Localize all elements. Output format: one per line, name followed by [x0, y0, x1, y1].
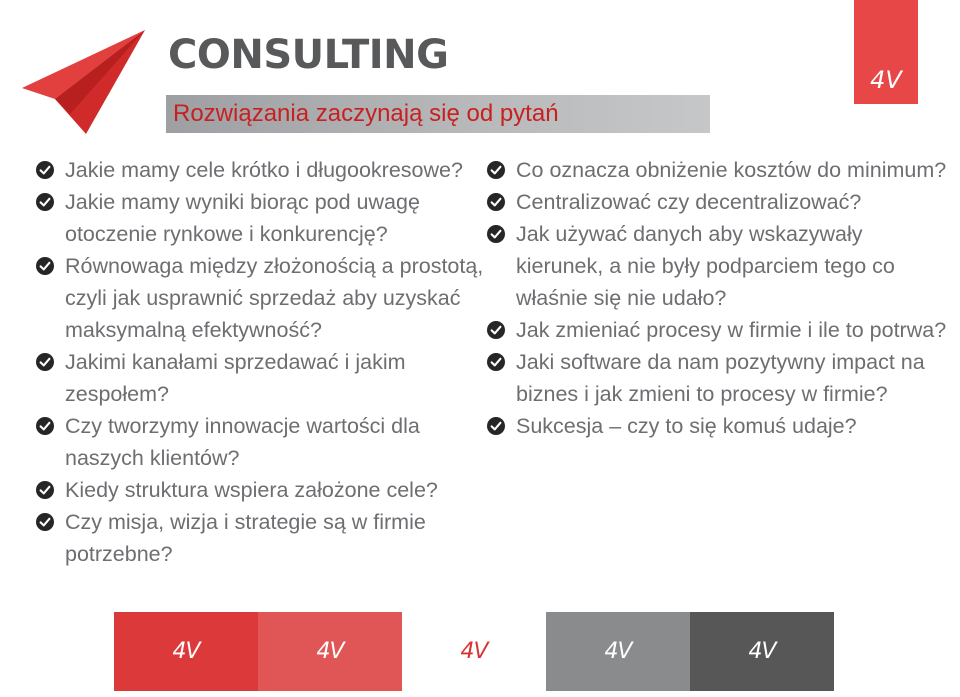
- list-item: [36, 154, 486, 186]
- check-circle-icon: [487, 321, 505, 339]
- footer-tile-logo: 4V: [460, 638, 488, 664]
- list-item: [487, 218, 952, 314]
- list-item: [36, 250, 486, 346]
- check-circle-icon: [36, 513, 54, 531]
- footer-brand-strip: [114, 612, 834, 691]
- check-circle-icon: [36, 481, 54, 499]
- question-text: Centralizować czy decentralizować?: [516, 190, 862, 214]
- brand-logo: [854, 0, 918, 104]
- list-item: [487, 346, 952, 410]
- list-item: [487, 154, 952, 186]
- check-circle-icon: [487, 353, 505, 371]
- list-item: [36, 506, 486, 570]
- questions-right-list: [487, 154, 952, 442]
- question-text: Jak używać danych aby wskazywały kierunek, a nie były podparciem tego co właśnie się nie udało?: [516, 222, 895, 310]
- footer-tile-logo: 4V: [172, 638, 200, 664]
- footer-tile: [546, 612, 690, 691]
- question-text: Jakie mamy cele krótko i długookresowe?: [65, 158, 463, 182]
- question-text: Kiedy struktura wspiera założone cele?: [65, 478, 438, 502]
- check-circle-icon: [36, 161, 54, 179]
- question-text: Czy tworzymy innowacje wartości dla naszych klientów?: [65, 414, 420, 470]
- list-item: [36, 410, 486, 474]
- footer-tile: [258, 612, 402, 691]
- question-text: Równowaga między złożonością a prostotą, czyli jak usprawnić sprzedaż aby uzyskać maksymalną efektywność?: [65, 254, 484, 342]
- brand-logo-text: 4V: [870, 66, 902, 94]
- question-text: Jakie mamy wyniki biorąc pod uwagę otoczenie rynkowe i konkurencję?: [65, 190, 420, 246]
- question-text: Sukcesja – czy to się komuś udaje?: [516, 414, 857, 438]
- check-circle-icon: [487, 225, 505, 243]
- footer-tile-logo: 4V: [748, 638, 776, 664]
- check-circle-icon: [487, 161, 505, 179]
- footer-tile-logo: 4V: [316, 638, 344, 664]
- check-circle-icon: [487, 193, 505, 211]
- check-circle-icon: [36, 353, 54, 371]
- check-circle-icon: [36, 193, 54, 211]
- list-item: [36, 346, 486, 410]
- footer-tile: [690, 612, 834, 691]
- questions-left-list: [36, 154, 486, 570]
- list-item: [36, 186, 486, 250]
- question-text: Co oznacza obniżenie kosztów do minimum?: [516, 158, 947, 182]
- page-title: CONSULTING: [168, 32, 449, 78]
- list-item: [487, 314, 952, 346]
- check-circle-icon: [36, 257, 54, 275]
- list-item: [36, 474, 486, 506]
- question-text: Jaki software da nam pozytywny impact na biznes i jak zmieni to procesy w firmie?: [516, 350, 925, 406]
- subtitle-band: [166, 95, 710, 133]
- check-circle-icon: [36, 417, 54, 435]
- list-item: [487, 186, 952, 218]
- footer-tile-logo: 4V: [604, 638, 632, 664]
- footer-tile: [114, 612, 258, 691]
- list-item: [487, 410, 952, 442]
- check-circle-icon: [487, 417, 505, 435]
- paper-plane-icon: [22, 30, 148, 134]
- footer-tile: [402, 612, 546, 691]
- page-subtitle: Rozwiązania zaczynają się od pytań: [173, 100, 559, 127]
- question-text: Czy misja, wizja i strategie są w firmie potrzebne?: [65, 510, 426, 566]
- question-text: Jak zmieniać procesy w firmie i ile to potrwa?: [516, 318, 947, 342]
- question-text: Jakimi kanałami sprzedawać i jakim zespołem?: [65, 350, 406, 406]
